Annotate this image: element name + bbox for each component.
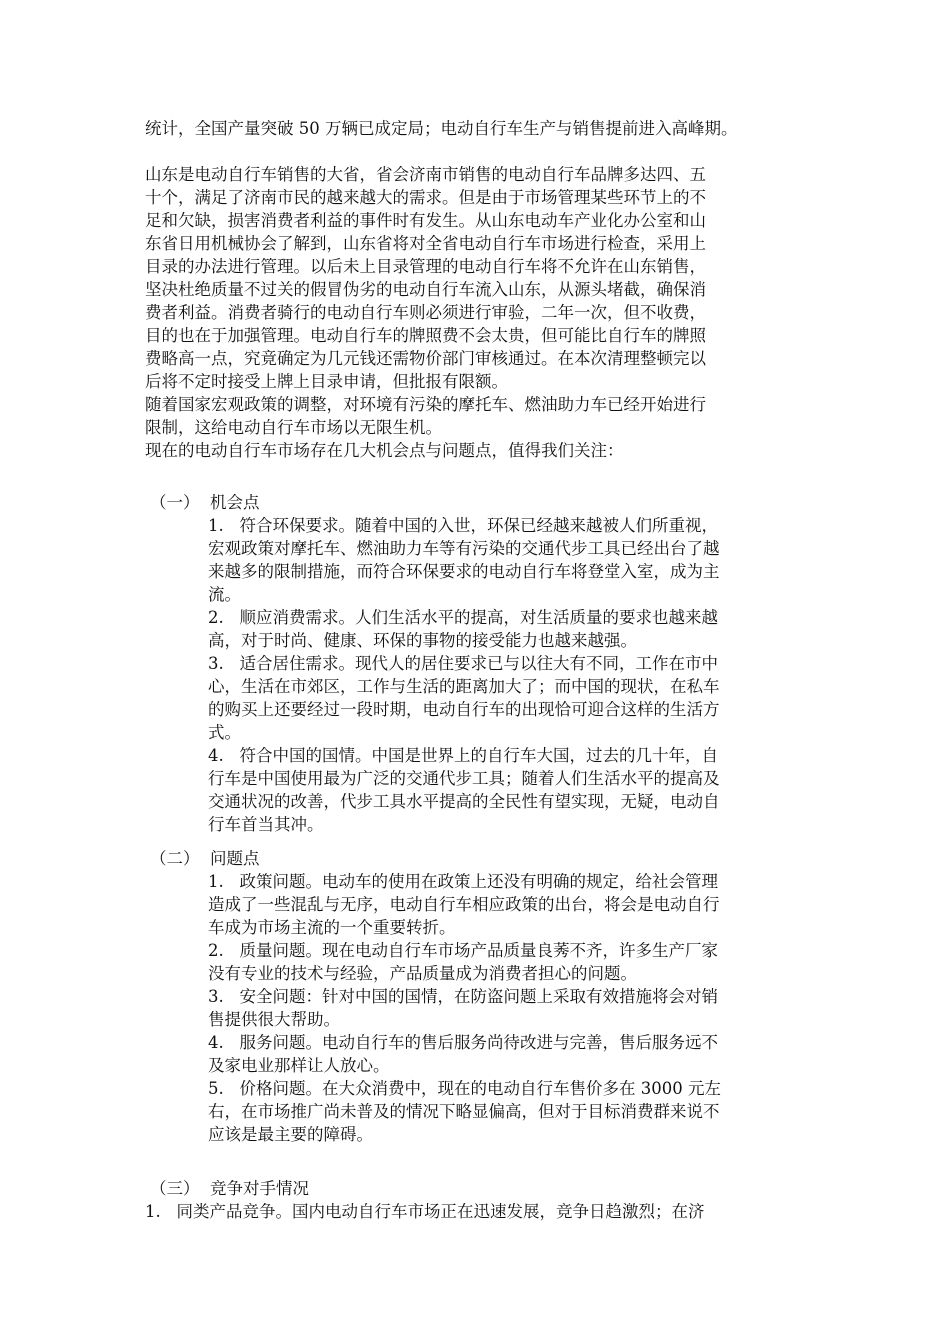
section-heading-opportunities: （一） 机会点 [150, 493, 260, 512]
list-item: 5. 价格问题。在大众消费中，现在的电动自行车售价多在 3000 元左 右，在市场推广尚未普及的情况下略显偏高，但对于目标消费群来说不 应该是最主要的障碍。 [208, 1079, 721, 1144]
list-item: 1. 符合环保要求。随着中国的入世，环保已经越来越被人们所重视， 宏观政策对摩托车、燃油助力车等有污染的交通代步工具已经出台了越 来越多的限制措施，而符合环保要求的电动自行车将登堂入室，成为主 流。 [208, 516, 720, 604]
list-item: 3. 安全问题：针对中国的国情，在防盗问题上采取有效措施将会对销 售提供很大帮助。 [208, 987, 718, 1029]
list-item: 1. 政策问题。电动车的使用在政策上还没有明确的规定，给社会管理 造成了一些混乱与无序，电动自行车相应政策的出台，将会是电动自行 车成为市场主流的一个重要转折。 [208, 872, 720, 937]
list-item: 2. 顺应消费需求。人们生活水平的提高，对生活质量的要求也越来越 高，对于时尚、健康、环保的事物的接受能力也越来越强。 [208, 608, 718, 650]
intro-line: 统计，全国产量突破 50 万辆已成定局；电动自行车生产与销售提前进入高峰期。 [145, 119, 738, 138]
section-heading-competitors: （三） 竞争对手情况 [150, 1179, 309, 1198]
list-item: 4. 符合中国的国情。中国是世界上的自行车大国，过去的几十年，自 行车是中国使用最为广泛的交通代步工具；随着人们生活水平的提高及 交通状况的改善，代步工具水平提高的全民性有望实现，无疑，电动自 行车首当其冲。 [208, 746, 720, 834]
intro-paragraph-3: 现在的电动自行车市场存在几大机会点与问题点，值得我们关注： [145, 441, 624, 460]
intro-paragraph-2: 随着国家宏观政策的调整，对环境有污染的摩托车、燃油助力车已经开始进行 限制，这给电动自行车市场以无限生机。 [145, 395, 706, 437]
list-item: 4. 服务问题。电动自行车的售后服务尚待改进与完善，售后服务远不 及家电业那样让人放心。 [208, 1033, 718, 1075]
intro-paragraph-1: 山东是电动自行车销售的大省，省会济南市销售的电动自行车品牌多达四、五 十个，满足了济南市民的越来越大的需求。但是由于市场管理某些环节上的不 足和欠缺，损害消费者利益的事件时有发生。从山东电动车产业化办公室和山 东省日用机械协会了解到，山东省将对全省电动自行车市场进行检查，采用上 目录的办法进行管理。以后未上目录管理的电动自行车将不允许在山东销售， 坚决杜绝质量不过关的假冒伪劣的电动自行车流入山东，从源头堵截，确保消 费者利益。消费者骑行的电动自行车则必须进行审验，二年一次，但不收费， 目的也在于加强管理。电动自行车的牌照费不会太贵，但可能比自行车的牌照 费略高一点，究竟确定为几元钱还需物价部门审核通过。在本次清理整顿完以 后将不定时接受上牌上目录申请，但批报有限额。 [145, 165, 706, 391]
list-item: 3. 适合居住需求。现代人的居住要求已与以往大有不同，工作在市中 心，生活在市郊区，工作与生活的距离加大了；而中国的现状，在私车 的购买上还要经过一段时期，电动自行车的出现恰可迎合这样的生活方 式。 [208, 654, 720, 742]
list-item: 1. 同类产品竞争。国内电动自行车市场正在迅速发展，竞争日趋激烈；在济 [145, 1202, 705, 1221]
list-item: 2. 质量问题。现在电动自行车市场产品质量良莠不齐，许多生产厂家 没有专业的技术与经验，产品质量成为消费者担心的问题。 [208, 941, 718, 983]
section-heading-problems: （二） 问题点 [150, 849, 260, 868]
